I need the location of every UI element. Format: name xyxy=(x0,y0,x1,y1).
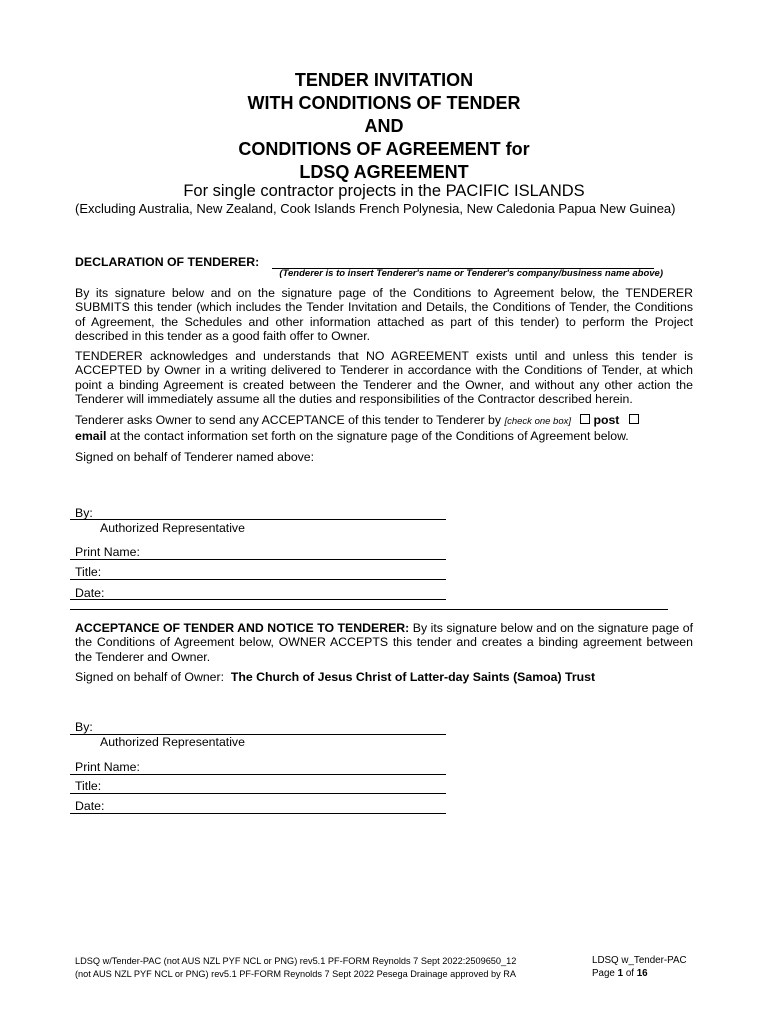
owner-title-line[interactable] xyxy=(70,793,446,794)
title-line-1: TENDER INVITATION xyxy=(294,70,474,90)
email-option-label: email xyxy=(75,429,107,444)
section-divider xyxy=(70,609,668,610)
footer-left-line-1: LDSQ w/Tender-PAC (not AUS NZL PYF NCL or PNG) rev5.1 PF-FORM Reynolds 7 Sept 2022:2509650_12 xyxy=(75,956,517,966)
title-line-2: WITH CONDITIONS OF TENDER xyxy=(247,93,521,113)
page-total: 16 xyxy=(636,967,648,979)
tenderer-title-label: Title: xyxy=(75,565,102,579)
footer-right xyxy=(592,955,712,980)
tenderer-date-line[interactable] xyxy=(70,599,446,600)
exclusion-note: (Excluding Australia, New Zealand, Cook Islands French Polynesia, New Caledonia Papua New Guinea) xyxy=(75,201,676,216)
post-checkbox[interactable] xyxy=(580,414,590,424)
owner-print-name-line[interactable] xyxy=(70,774,446,775)
owner-print-name-label: Print Name: xyxy=(75,760,140,774)
acceptance-paragraph xyxy=(75,621,693,664)
footer-right-line-1: LDSQ w_Tender-PAC xyxy=(592,955,687,966)
page-current: 1 xyxy=(617,967,624,979)
tenderer-authorized-rep: Authorized Representative xyxy=(100,521,245,535)
check-one-box-note: [check one box] xyxy=(504,416,572,427)
owner-name: The Church of Jesus Christ of Latter-day Saints (Samoa) Trust xyxy=(230,670,596,684)
owner-authorized-rep: Authorized Representative xyxy=(100,735,245,749)
footer-left xyxy=(75,955,595,980)
title-line-5: LDSQ AGREEMENT xyxy=(299,162,469,182)
tenderer-print-name-line[interactable] xyxy=(70,559,446,560)
owner-signed-on-behalf xyxy=(75,670,595,684)
acceptance-label: ACCEPTANCE OF TENDER AND NOTICE TO TENDERER: xyxy=(75,621,410,635)
owner-title-label: Title: xyxy=(75,779,102,793)
subtitle: For single contractor projects in the PACIFIC ISLANDS xyxy=(183,182,585,200)
owner-date-line[interactable] xyxy=(70,813,446,814)
tenderer-print-name-label: Print Name: xyxy=(75,545,140,559)
paragraph-submission: By its signature below and on the signature page of the Conditions to Agreement below, the TENDERER SUBMITS this tender (which includes the Tender Invitation and Details, the Conditions of Tender, the Conditions of Agreement, the Schedules and other information attached as part of this tender) to perform the Project described in this tender as a good faith offer to Owner. xyxy=(75,286,693,343)
title-line-4: CONDITIONS OF AGREEMENT for xyxy=(238,139,530,159)
tenderer-by-line[interactable] xyxy=(70,519,446,520)
acceptance-text: By its signature below and on the signature page of the Conditions of Agreement below, OWNER ACCEPTS this tender and creates a binding agreement between the Tenderer and Owner. xyxy=(75,621,693,664)
tenderer-date-label: Date: xyxy=(75,586,105,600)
page-number xyxy=(592,968,712,981)
declaration-note: (Tenderer is to insert Tenderer's name or Tenderer's company/business name above) xyxy=(279,268,663,279)
tenderer-signed-on-behalf: Signed on behalf of Tenderer named above: xyxy=(75,450,315,464)
tenderer-by-label: By: xyxy=(75,506,93,520)
paragraph-acknowledgement: TENDERER acknowledges and understands that NO AGREEMENT exists until and unless this tender is ACCEPTED by Owner in a writing delivered to Tenderer in accordance with the Conditions of Tender, at which point a binding Agreement is created between the Tenderer and the Owner, and without any other action the Tenderer will immediately assume all the duties and responsibilities of the Contractor described herein. xyxy=(75,349,693,406)
email-checkbox[interactable] xyxy=(629,414,639,424)
page-of: of xyxy=(625,967,634,979)
owner-date-label: Date: xyxy=(75,799,105,813)
owner-by-label: By: xyxy=(75,720,93,734)
post-option-label: post xyxy=(593,413,620,427)
footer-left-line-2: (not AUS NZL PYF NCL or PNG) rev5.1 PF-FORM Reynolds 7 Sept 2022 Pesega Drainage approved by RA xyxy=(75,968,517,979)
page-prefix: Page xyxy=(592,967,615,979)
declaration-label: DECLARATION OF TENDERER: xyxy=(75,255,260,269)
tenderer-title-line[interactable] xyxy=(70,579,446,580)
paragraph-delivery-method xyxy=(75,413,693,444)
delivery-text-end: at the contact information set forth on the signature page of the Conditions of Agreement below. xyxy=(109,429,629,444)
owner-prefix: Signed on behalf of Owner: xyxy=(75,670,225,684)
delivery-text-start: Tenderer asks Owner to send any ACCEPTANCE of this tender to Tenderer by xyxy=(75,413,502,427)
title-line-3: AND xyxy=(364,116,404,136)
